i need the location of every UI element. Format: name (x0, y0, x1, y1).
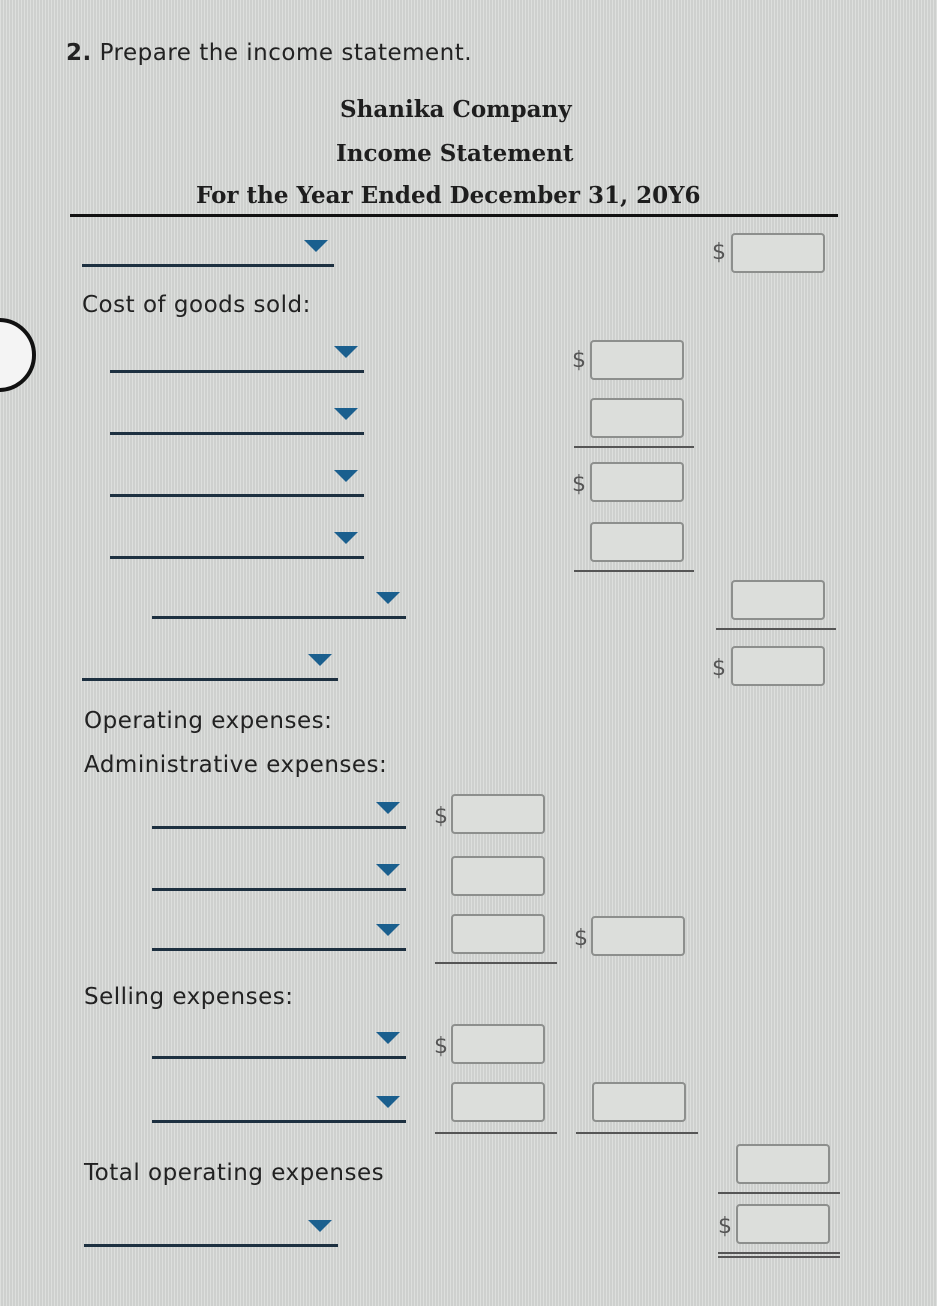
amount-input[interactable] (591, 916, 685, 956)
subtotal-underline (718, 1192, 840, 1194)
chevron-down-icon (376, 592, 400, 604)
cost-of-goods-sold-label: Cost of goods sold: (82, 292, 311, 318)
chevron-down-icon (304, 240, 328, 252)
chevron-down-icon (308, 1220, 332, 1232)
dollar-sign: $ (712, 240, 726, 265)
amount-input[interactable] (592, 1082, 686, 1122)
chevron-down-icon (376, 1096, 400, 1108)
amount-input[interactable] (451, 1024, 545, 1064)
dollar-sign: $ (572, 348, 586, 373)
line-item-dropdown[interactable] (152, 796, 406, 829)
line-item-dropdown[interactable] (152, 918, 406, 951)
dollar-sign: $ (718, 1214, 732, 1239)
line-item-dropdown[interactable] (110, 464, 364, 497)
amount-input[interactable] (590, 398, 684, 438)
chevron-down-icon (376, 802, 400, 814)
chevron-down-icon (334, 408, 358, 420)
amount-input[interactable] (731, 646, 825, 686)
subtotal-underline (435, 1132, 557, 1134)
total-operating-expenses-label: Total operating expenses (84, 1160, 385, 1186)
line-item-dropdown[interactable] (82, 648, 338, 681)
chevron-down-icon (308, 654, 332, 666)
administrative-expenses-label: Administrative expenses: (84, 752, 388, 778)
chevron-down-icon (334, 532, 358, 544)
subtotal-underline (716, 628, 836, 630)
chevron-down-icon (334, 346, 358, 358)
line-item-dropdown[interactable] (82, 234, 334, 267)
subtotal-underline (574, 446, 694, 448)
dollar-sign: $ (572, 472, 586, 497)
chevron-down-icon (376, 864, 400, 876)
dollar-sign: $ (574, 926, 588, 951)
amount-input[interactable] (590, 522, 684, 562)
instruction (66, 40, 472, 66)
amount-input[interactable] (451, 914, 545, 954)
line-item-dropdown[interactable] (110, 340, 364, 373)
header-rule (70, 214, 838, 217)
subtotal-underline (574, 570, 694, 572)
amount-input[interactable] (590, 462, 684, 502)
amount-input[interactable] (736, 1144, 830, 1184)
previous-nav-button[interactable] (0, 318, 36, 392)
chevron-down-icon (376, 924, 400, 936)
line-item-dropdown[interactable] (84, 1214, 338, 1247)
amount-input[interactable] (451, 794, 545, 834)
amount-input[interactable] (731, 580, 825, 620)
line-item-dropdown[interactable] (152, 1090, 406, 1123)
double-underline (718, 1252, 840, 1258)
statement-period: For the Year Ended December 31, 20Y6 (196, 182, 701, 209)
selling-expenses-label: Selling expenses: (84, 984, 294, 1010)
company-name: Shanika Company (340, 96, 572, 123)
subtotal-underline (435, 962, 557, 964)
amount-input[interactable] (451, 856, 545, 896)
instruction-text: Prepare the income statement. (99, 40, 473, 66)
amount-input[interactable] (736, 1204, 830, 1244)
statement-title: Income Statement (336, 140, 574, 167)
amount-input[interactable] (451, 1082, 545, 1122)
dollar-sign: $ (434, 1034, 448, 1059)
line-item-dropdown[interactable] (152, 586, 406, 619)
amount-input[interactable] (731, 233, 825, 273)
operating-expenses-label: Operating expenses: (84, 708, 333, 734)
line-item-dropdown[interactable] (152, 858, 406, 891)
line-item-dropdown[interactable] (110, 526, 364, 559)
amount-input[interactable] (590, 340, 684, 380)
line-item-dropdown[interactable] (110, 402, 364, 435)
instruction-number: 2. (66, 40, 92, 66)
line-item-dropdown[interactable] (152, 1026, 406, 1059)
dollar-sign: $ (434, 804, 448, 829)
dollar-sign: $ (712, 656, 726, 681)
subtotal-underline (576, 1132, 698, 1134)
chevron-down-icon (334, 470, 358, 482)
chevron-down-icon (376, 1032, 400, 1044)
